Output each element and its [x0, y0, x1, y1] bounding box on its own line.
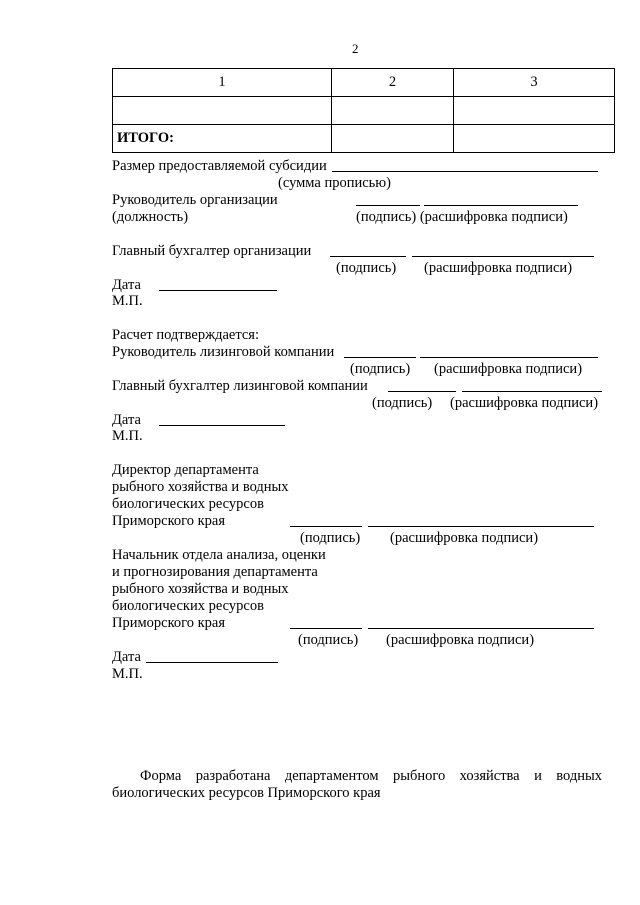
org-accountant-signature-caption: (подпись): [336, 260, 397, 276]
stamp-label: М.П.: [112, 293, 143, 309]
leasing-head-decoding-blank: [420, 357, 598, 358]
date-label: Дата: [112, 277, 141, 293]
stamp-label: М.П.: [112, 666, 143, 682]
director-title-line: биологических ресурсов: [112, 496, 264, 512]
org-head-label: Руководитель организации: [112, 192, 278, 208]
director-title-line: Приморского края: [112, 513, 226, 529]
org-accountant-decoding-blank: [412, 256, 594, 257]
subsidy-caption: (сумма прописью): [278, 175, 391, 191]
stamp-label: М.П.: [112, 428, 143, 444]
analyst-title-line: рыбного хозяйства и водных: [112, 581, 289, 597]
date-label: Дата: [112, 412, 141, 428]
org-head-caption: (подпись) (расшифровка подписи): [356, 209, 568, 225]
analyst-title-line: Приморского края: [112, 615, 226, 631]
analyst-title-line: Начальник отдела анализа, оценки: [112, 547, 326, 563]
table-cell: [332, 125, 454, 153]
org-accountant-label: Главный бухгалтер организации: [112, 243, 312, 259]
page-number: 2: [352, 41, 359, 56]
date-blank: [159, 425, 285, 426]
table-cell: [454, 125, 615, 153]
leasing-head-signature-blank: [344, 357, 416, 358]
leasing-accountant-signature-blank: [388, 391, 456, 392]
table-cell: [113, 97, 332, 125]
org-head-position: (должность): [112, 209, 189, 225]
director-title-line: Директор департамента: [112, 462, 259, 478]
org-head-signature-blank: [356, 205, 420, 206]
table-total-row: [113, 125, 615, 153]
leasing-accountant-label: Главный бухгалтер лизинговой компании: [112, 378, 368, 394]
footer-line-2: биологических ресурсов Приморского края: [112, 785, 381, 801]
director-decoding-caption: (расшифровка подписи): [390, 530, 539, 546]
date-label: Дата: [112, 649, 141, 665]
director-signature-blank: [290, 526, 362, 527]
table-header-cell: 1: [113, 69, 332, 97]
leasing-accountant-decoding-caption: (расшифровка подписи): [450, 395, 599, 411]
org-head-decoding-blank: [424, 205, 578, 206]
subsidy-label: Размер предоставляемой субсидии: [112, 158, 327, 174]
leasing-head-label: Руководитель лизинговой компании: [112, 344, 335, 360]
total-label: ИТОГО:: [113, 125, 332, 153]
footer-note: [112, 768, 602, 802]
director-title-line: рыбного хозяйства и водных: [112, 479, 289, 495]
date-blank: [146, 662, 278, 663]
footer-line-1: Форма разработана департаментом рыбного хозяйства и водных: [140, 768, 602, 784]
analyst-signature-caption: (подпись): [298, 632, 359, 648]
table-header-cell: 2: [332, 69, 454, 97]
subsidy-table: [112, 68, 615, 153]
confirmation-label: Расчет подтверждается:: [112, 327, 260, 343]
table-header-row: [113, 69, 615, 97]
table-header-cell: 3: [454, 69, 615, 97]
analyst-title-line: и прогнозирования департамента: [112, 564, 318, 580]
analyst-decoding-blank: [368, 628, 594, 629]
leasing-head-signature-caption: (подпись): [350, 361, 411, 377]
org-accountant-decoding-caption: (расшифровка подписи): [424, 260, 573, 276]
leasing-head-decoding-caption: (расшифровка подписи): [434, 361, 583, 377]
analyst-decoding-caption: (расшифровка подписи): [386, 632, 535, 648]
leasing-accountant-signature-caption: (подпись): [372, 395, 433, 411]
director-decoding-blank: [368, 526, 594, 527]
date-blank: [159, 290, 277, 291]
analyst-title-line: биологических ресурсов: [112, 598, 264, 614]
table-cell: [332, 97, 454, 125]
leasing-accountant-decoding-blank: [462, 391, 602, 392]
analyst-signature-blank: [290, 628, 362, 629]
table-cell: [454, 97, 615, 125]
subsidy-blank: [332, 171, 598, 172]
org-accountant-signature-blank: [330, 256, 406, 257]
table-row: [113, 97, 615, 125]
director-signature-caption: (подпись): [300, 530, 361, 546]
